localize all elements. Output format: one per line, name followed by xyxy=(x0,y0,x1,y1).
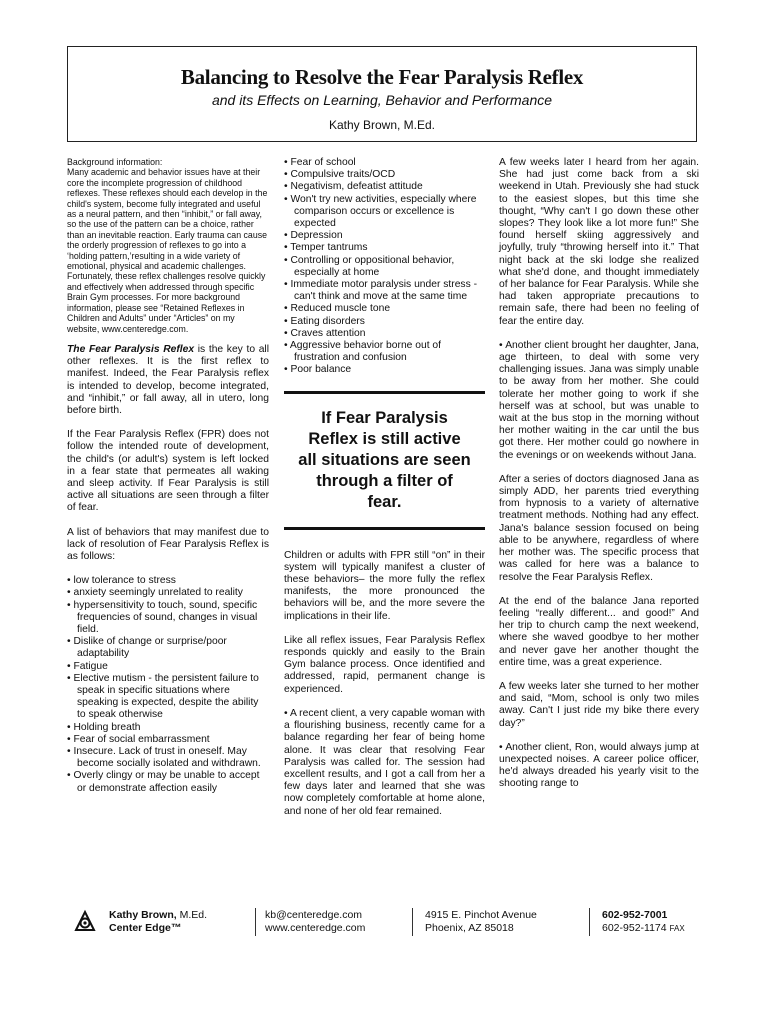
footer-address-block xyxy=(425,909,537,935)
footer-fax-label: FAX xyxy=(669,924,685,933)
list-item: • Dislike of change or surprise/poor adaptability xyxy=(67,636,269,660)
column-3 xyxy=(499,157,699,803)
paragraph: • A recent client, a very capable woman with a flourishing business, recently came for a balance regarding her fear of being home alone. It was clear that resolving Fear Paralysis was called for. The session had excellent results, and I got a call from her a few days later and learned that she was now completely comfortable at home alone, and none of her old fear remained. xyxy=(284,707,485,817)
list-item: • Aggressive behavior borne out of frustration and confusion xyxy=(284,340,485,364)
list-item: • Reduced muscle tone xyxy=(284,303,485,315)
list-item: • Holding breath xyxy=(67,722,269,734)
author-line: Kathy Brown, M.Ed. xyxy=(328,118,436,132)
list-item: • Controlling or oppositional behavior, especially at home xyxy=(284,255,485,279)
list-item: • anxiety seemingly unrelated to reality xyxy=(67,587,269,599)
list-item: • Temper tantrums xyxy=(284,242,485,254)
list-item: • Fatigue xyxy=(67,661,269,673)
behavior-list-1 xyxy=(67,575,269,795)
footer-email[interactable]: kb@centeredge.com xyxy=(265,909,363,921)
paragraph: At the end of the balance Jana reported feeling “really different... and good!” And her trip to church camp the next weekend, where she waved goodbye to her mother and never gave her another thought the entire time, was a great experience. xyxy=(499,595,699,668)
list-item: • Elective mutism - the persistent failure to speak in specific situations where speaking is expected, despite the ability to speak otherwise xyxy=(67,673,269,722)
column-1 xyxy=(67,157,269,807)
footer-fax: 602-952-1174 xyxy=(602,922,667,934)
list-item: • Overly clingy or may be unable to accept or demonstrate affection easily xyxy=(67,770,269,794)
list-item: • Insecure. Lack of trust in oneself. May become socially isolated and withdrawn. xyxy=(67,746,269,770)
paragraph: • Another client, Ron, would always jump at unexpected noises. A career police officer, he'd always dreaded his yearly visit to the shooting range to xyxy=(499,741,699,790)
list-item: • Depression xyxy=(284,230,485,242)
list-item: • Compulsive traits/OCD xyxy=(284,169,485,181)
footer-name: Kathy Brown, xyxy=(109,909,177,921)
list-item: • Poor balance xyxy=(284,364,485,376)
background-heading: Background information: xyxy=(67,157,163,167)
background-info xyxy=(67,157,269,334)
footer-phone-block xyxy=(602,909,685,935)
contact-footer xyxy=(67,906,699,940)
pull-quote: If Fear Paralysis Reflex is still active all situations are seen through a filter of fear. xyxy=(284,391,485,530)
paragraph: After a series of doctors diagnosed Jana as simply ADD, her parents tried everything from hypnosis to a variety of alternative treatment methods. Nothing had any effect. Jana's balance session focused on being able to be anywhere, regardless of where her mother was. The specific process that was called for here was a balance to resolve the Fear Paralysis Reflex. xyxy=(499,473,699,583)
intro-paragraph xyxy=(67,344,269,417)
document-title: Balancing to Resolve the Fear Paralysis Reflex xyxy=(180,65,584,89)
footer-address-line2: Phoenix, AZ 85018 xyxy=(425,922,514,934)
list-item: • Fear of school xyxy=(284,157,485,169)
paragraph: • Another client brought her daughter, Jana, age thirteen, to deal with some very challenging issues. Jana was simply unable to be away from her mother. She could tolerate her mother going to work if she herself was at school, but was unable to wait at the bus stop in the morning without her mother waiting in the car until the bus got there. Her mother could go nowhere in the evenings or on weekends without Jana. xyxy=(499,339,699,461)
footer-address-line1: 4915 E. Pinchot Avenue xyxy=(425,909,537,921)
paragraph: Like all reflex issues, Fear Paralysis Reflex responds quickly and easily to the Brain Gym balance process. Once identified and addressed, rapid, permanent change is experienced. xyxy=(284,634,485,695)
footer-company: Center Edge™ xyxy=(109,922,182,934)
paragraph: Children or adults with FPR still “on” in their system will typically manifest a cluster of these behaviors– the more fully the reflex manifests, the more pronounced the behaviors will be, and the more severe the implications in their life. xyxy=(284,549,485,622)
list-item: • Won't try new activities, especially where comparison occurs or excellence is expected xyxy=(284,194,485,231)
list-item: • hypersensitivity to touch, sound, specific frequencies of sound, changes in visual field. xyxy=(67,600,269,637)
footer-phone: 602-952-7001 xyxy=(602,909,668,921)
footer-credential: M.Ed. xyxy=(176,909,208,921)
behavior-list-2 xyxy=(284,157,485,377)
intro-lead: The Fear Paralysis Reflex xyxy=(67,343,195,355)
paragraph: A few weeks later she turned to her mother and said, “Mom, school is only two miles away. Can't I just ride my bike there every day?” xyxy=(499,680,699,729)
footer-name-block xyxy=(109,909,207,935)
center-edge-logo-icon xyxy=(73,909,97,933)
divider xyxy=(589,908,590,936)
intro-text: is the key to all other reflexes. It is the first reflex to manifest. Indeed, the Fear Paralysis reflex is intended to develop, become integrated, and “inhibit,” or fall away, all in utero, long before birth. xyxy=(67,343,269,416)
background-text: Many academic and behavior issues have at their core the incomplete progression of childhood reflexes. These reflexes should each develop in the child's system, become fully integrated and useful as a neural pattern, and then “inhibit,” or fall away, so the use of the pattern can be a choice, rather than an inevitable reaction. Early trauma can cause the orderly progression of reflexes to go into a ‘holding pattern,’resulting in a wide variety of emotional, physical and academic challenges. Fortunately, these reflex challenges resolve quickly and effectively when addressed through specific Brain Gym processes. For more background information, please see “Retained Reflexes in Children and Adults” under “Articles” on my website, www.centeredge.com. xyxy=(67,167,268,334)
paragraph: A few weeks later I heard from her again. She had just come back from a ski weekend in Utah. Previously she had stuck to the easiest slopes, but this time she thought, “Why can't I go down these other slopes? They look like a lot more fun!” She found herself skiing aggressively and joyfully, truly “throwing herself into it.” That night back at the ski lodge she realized what she'd done, and thought immediately of her balance for Fear Paralysis. While she had taken appropriate precautions to remain safe, there had been no feeling of fear the entire day. xyxy=(499,157,699,327)
title-box xyxy=(67,46,697,142)
list-item: • low tolerance to stress xyxy=(67,575,269,587)
list-item: • Fear of social embarrassment xyxy=(67,734,269,746)
list-item: • Negativism, defeatist attitude xyxy=(284,181,485,193)
paragraph: If the Fear Paralysis Reflex (FPR) does not follow the intended route of development, the child's (or adult's) system is left locked in a fear state that permeates all waking and sleep activity. If Fear Paralysis is still active all situations are seen through a filter of fear. xyxy=(67,429,269,514)
paragraph: A list of behaviors that may manifest due to lack of resolution of Fear Paralysis Reflex is as follows: xyxy=(67,526,269,562)
footer-web-block xyxy=(265,909,365,935)
list-item: • Eating disorders xyxy=(284,316,485,328)
column-2 xyxy=(284,157,485,830)
divider xyxy=(412,908,413,936)
divider xyxy=(255,908,256,936)
list-item: • Immediate motor paralysis under stress - can't think and move at the same time xyxy=(284,279,485,303)
list-item: • Craves attention xyxy=(284,328,485,340)
footer-website[interactable]: www.centeredge.com xyxy=(265,922,366,934)
document-subtitle: and its Effects on Learning, Behavior and Performance xyxy=(211,92,553,108)
